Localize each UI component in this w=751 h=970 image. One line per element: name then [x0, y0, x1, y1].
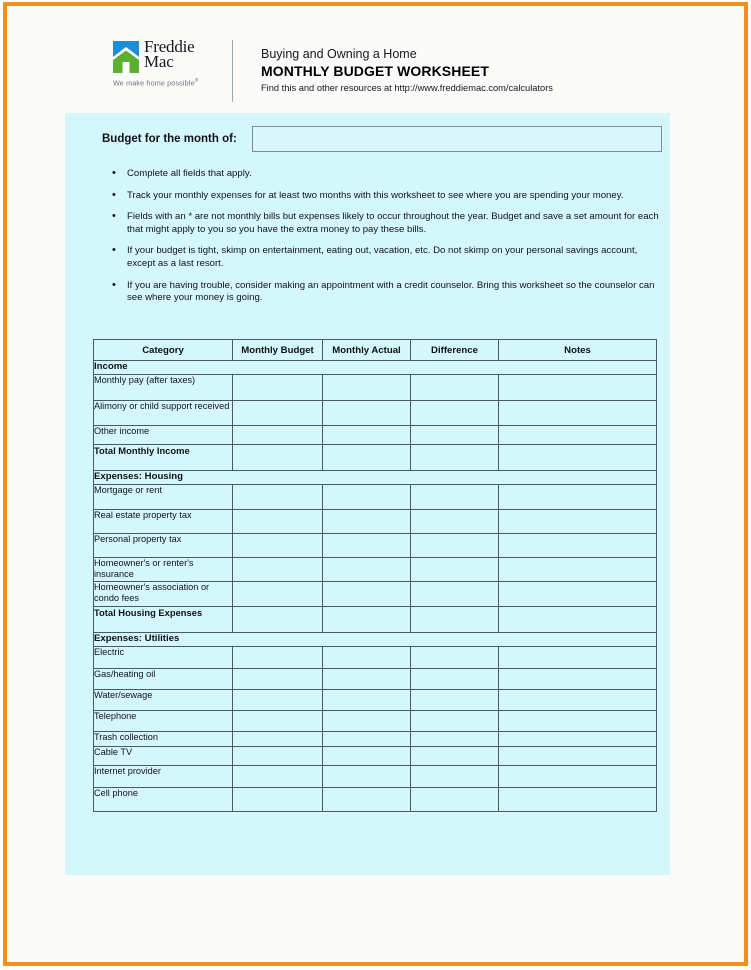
cell-actual[interactable] [323, 647, 411, 669]
cell-budget[interactable] [233, 485, 323, 510]
logo-wordmark [144, 38, 195, 69]
row-category-label: Water/sewage [94, 690, 233, 711]
cell-difference[interactable] [411, 401, 499, 426]
section-title: Income [94, 361, 657, 375]
cell-notes[interactable] [499, 401, 657, 426]
document-header [113, 38, 593, 106]
cell-difference[interactable] [411, 510, 499, 534]
cell-actual[interactable] [323, 747, 411, 766]
row-category-label: Other income [94, 426, 233, 445]
instruction-item: • Fields with an * are not monthly bills but expenses likely to occur throughout the year. Budget and save a set amount for each that might apply to you so you have the extra money to pay these bills. [105, 211, 665, 236]
logo-tagline-text: We make home possible [113, 78, 195, 88]
cell-budget[interactable] [233, 534, 323, 558]
row-total-label: Total Housing Expenses [94, 607, 233, 633]
row-category-label: Homeowner's association or condo fees [94, 582, 233, 607]
cell-notes[interactable] [499, 747, 657, 766]
table-row [94, 582, 657, 607]
cell-budget[interactable] [233, 510, 323, 534]
cell-difference[interactable] [411, 426, 499, 445]
cell-notes[interactable] [499, 375, 657, 401]
instructions-list [105, 168, 665, 314]
cell-difference[interactable] [411, 690, 499, 711]
header-divider [232, 40, 233, 102]
cell-budget[interactable] [233, 766, 323, 788]
month-input[interactable] [252, 126, 662, 152]
cell-budget[interactable] [233, 558, 323, 582]
cell-actual[interactable] [323, 375, 411, 401]
table-row [94, 711, 657, 732]
row-category-label: Personal property tax [94, 534, 233, 558]
cell-budget[interactable] [233, 747, 323, 766]
registered-mark-icon: ® [194, 78, 199, 84]
cell-difference[interactable] [411, 445, 499, 471]
cell-difference[interactable] [411, 534, 499, 558]
frame-border-top [3, 2, 748, 6]
cell-budget[interactable] [233, 690, 323, 711]
freddie-mac-logo [113, 38, 231, 87]
cell-budget[interactable] [233, 426, 323, 445]
document-subtitle: Find this and other resources at http://www.freddiemac.com/calculators [261, 83, 553, 93]
frame-border-right [744, 2, 748, 966]
table-row [94, 607, 657, 633]
table-row [94, 669, 657, 690]
cell-notes[interactable] [499, 534, 657, 558]
cell-actual[interactable] [323, 558, 411, 582]
row-category-label: Monthly pay (after taxes) [94, 375, 233, 401]
cell-notes[interactable] [499, 788, 657, 812]
cell-difference[interactable] [411, 647, 499, 669]
cell-actual[interactable] [323, 690, 411, 711]
table-row [94, 510, 657, 534]
worksheet-panel [65, 113, 670, 875]
cell-budget[interactable] [233, 401, 323, 426]
row-category-label: Electric [94, 647, 233, 669]
cell-notes[interactable] [499, 558, 657, 582]
cell-difference[interactable] [411, 375, 499, 401]
cell-difference[interactable] [411, 582, 499, 607]
table-row [94, 690, 657, 711]
cell-budget[interactable] [233, 669, 323, 690]
frame-border-left [3, 2, 7, 966]
cell-budget[interactable] [233, 732, 323, 747]
cell-difference[interactable] [411, 607, 499, 633]
cell-actual[interactable] [323, 582, 411, 607]
table-row [94, 647, 657, 669]
column-header-monthly-budget: Monthly Budget [233, 340, 323, 361]
cell-notes[interactable] [499, 445, 657, 471]
table-row [94, 375, 657, 401]
table-row [94, 485, 657, 510]
cell-notes[interactable] [499, 607, 657, 633]
row-category-label: Mortgage or rent [94, 485, 233, 510]
cell-actual[interactable] [323, 534, 411, 558]
table-body [94, 361, 657, 812]
cell-budget[interactable] [233, 445, 323, 471]
cell-difference[interactable] [411, 766, 499, 788]
cell-actual[interactable] [323, 485, 411, 510]
table-row [94, 558, 657, 582]
table-row [94, 747, 657, 766]
cell-actual[interactable] [323, 445, 411, 471]
table-row [94, 426, 657, 445]
column-header-notes: Notes [499, 340, 657, 361]
table-row [94, 788, 657, 812]
logo-word-freddie: Freddie [144, 37, 195, 56]
table-section-header [94, 471, 657, 485]
cell-actual[interactable] [323, 510, 411, 534]
instruction-item: • Complete all fields that apply. [105, 168, 665, 181]
logo-word-mac: Mac [144, 52, 174, 71]
row-category-label: Gas/heating oil [94, 669, 233, 690]
page-title: MONTHLY BUDGET WORKSHEET [261, 63, 489, 79]
cell-difference[interactable] [411, 788, 499, 812]
frame-border-bottom [3, 962, 748, 966]
cell-budget[interactable] [233, 711, 323, 732]
cell-notes[interactable] [499, 766, 657, 788]
budget-table [93, 339, 657, 812]
cell-notes[interactable] [499, 582, 657, 607]
cell-budget[interactable] [233, 375, 323, 401]
cell-actual[interactable] [323, 766, 411, 788]
instruction-item: • Track your monthly expenses for at least two months with this worksheet to see where you are spending your money. [105, 190, 665, 203]
table-row [94, 534, 657, 558]
month-label: Budget for the month of: [102, 133, 237, 145]
logo-tagline [113, 78, 231, 87]
month-field-row [102, 126, 662, 152]
column-header-monthly-actual: Monthly Actual [323, 340, 411, 361]
cell-notes[interactable] [499, 485, 657, 510]
cell-notes[interactable] [499, 669, 657, 690]
document-eyebrow: Buying and Owning a Home [261, 47, 417, 61]
cell-notes[interactable] [499, 426, 657, 445]
table-row [94, 401, 657, 426]
table-row [94, 445, 657, 471]
cell-notes[interactable] [499, 690, 657, 711]
table-header-row [94, 340, 657, 361]
column-header-category: Category [94, 340, 233, 361]
cell-notes[interactable] [499, 711, 657, 732]
cell-actual[interactable] [323, 669, 411, 690]
cell-actual[interactable] [323, 788, 411, 812]
title-block [261, 46, 591, 96]
cell-actual[interactable] [323, 711, 411, 732]
cell-difference[interactable] [411, 732, 499, 747]
cell-budget[interactable] [233, 607, 323, 633]
row-category-label: Telephone [94, 711, 233, 732]
section-title: Expenses: Housing [94, 471, 657, 485]
table-row [94, 732, 657, 747]
row-category-label: Real estate property tax [94, 510, 233, 534]
table-section-header [94, 361, 657, 375]
cell-budget[interactable] [233, 788, 323, 812]
instruction-item: • If your budget is tight, skimp on entertainment, eating out, vacation, etc. Do not skimp on your personal savings account, except as a last resort. [105, 245, 665, 270]
instruction-item: • If you are having trouble, consider making an appointment with a credit counselor. Bring this worksheet so the counselor can see where your money is going. [105, 280, 665, 305]
table-row [94, 766, 657, 788]
cell-actual[interactable] [323, 607, 411, 633]
cell-difference[interactable] [411, 711, 499, 732]
cell-notes[interactable] [499, 510, 657, 534]
cell-difference[interactable] [411, 485, 499, 510]
cell-difference[interactable] [411, 669, 499, 690]
cell-difference[interactable] [411, 747, 499, 766]
section-title: Expenses: Utilities [94, 633, 657, 647]
row-category-label: Cell phone [94, 788, 233, 812]
table-header [94, 340, 657, 361]
row-category-label: Internet provider [94, 766, 233, 788]
cell-notes[interactable] [499, 732, 657, 747]
cell-actual[interactable] [323, 401, 411, 426]
row-category-label: Cable TV [94, 747, 233, 766]
table-section-header [94, 633, 657, 647]
cell-notes[interactable] [499, 647, 657, 669]
cell-budget[interactable] [233, 582, 323, 607]
cell-difference[interactable] [411, 558, 499, 582]
freddie-mac-house-icon [113, 41, 139, 73]
column-header-difference: Difference [411, 340, 499, 361]
row-category-label: Trash collection [94, 732, 233, 747]
row-category-label: Homeowner's or renter's insurance [94, 558, 233, 582]
cell-actual[interactable] [323, 426, 411, 445]
cell-budget[interactable] [233, 647, 323, 669]
row-total-label: Total Monthly Income [94, 445, 233, 471]
row-category-label: Alimony or child support received [94, 401, 233, 426]
cell-actual[interactable] [323, 732, 411, 747]
